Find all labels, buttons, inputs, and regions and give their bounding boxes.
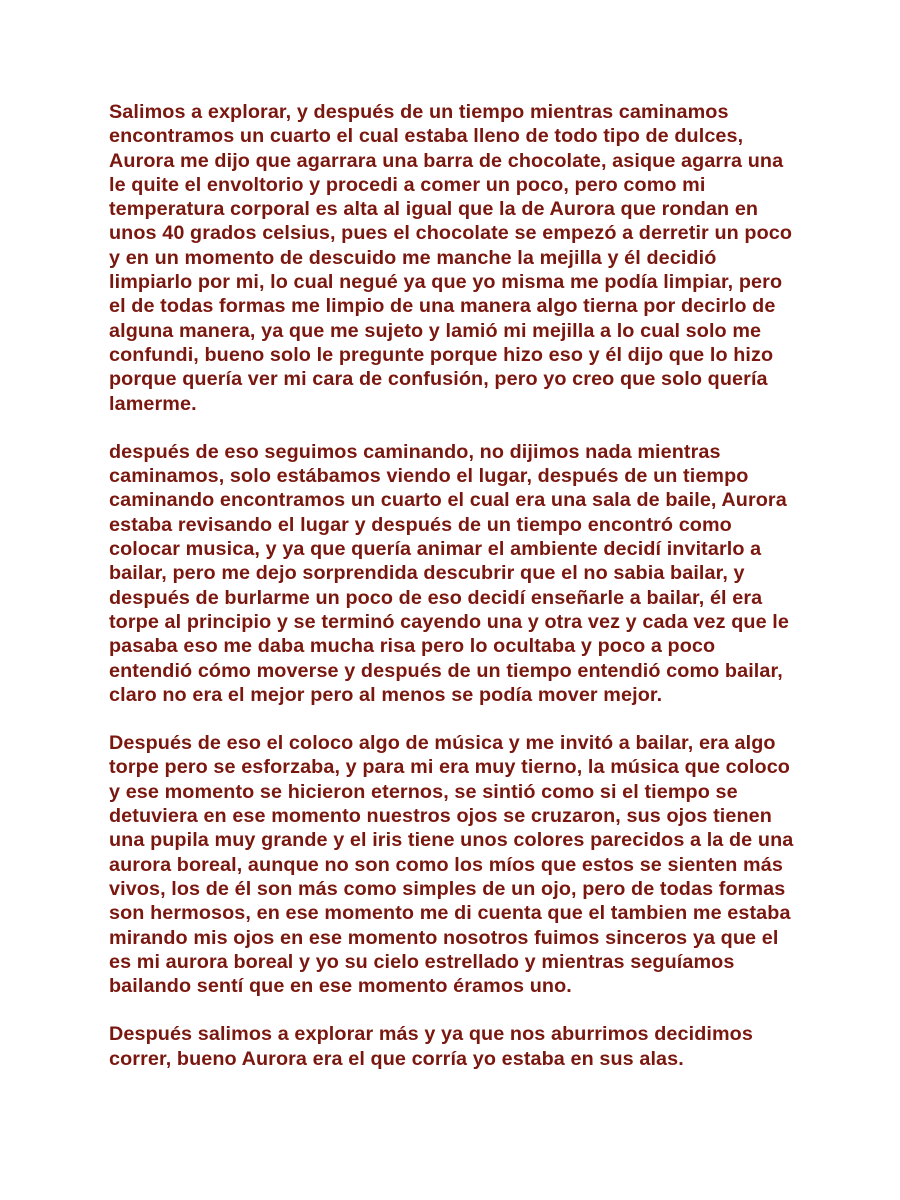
paragraph-2: después de eso seguimos caminando, no dijimos nada mientras caminamos, solo estábamos viendo el lugar, después de un tiempo caminando encontramos un cuarto el cual era una sala de baile, Aurora estaba revisando el lugar y después de un tiempo encontró como colocar musica, y ya que quería animar el ambiente decidí invitarlo a bailar, pero me dejo sorprendida descubrir que el no sabia bailar, y después de burlarme un poco de eso decidí enseñarle a bailar, él era torpe al principio y se terminó cayendo una y otra vez y cada vez que le pasaba eso me daba mucha risa pero lo ocultaba y poco a poco entendió cómo moverse y después de un tiempo entendió como bailar, claro no era el mejor pero al menos se podía mover mejor. [109,440,789,706]
paragraph-3: Después de eso el coloco algo de música y me invitó a bailar, era algo torpe pero se esforzaba, y para mi era muy tierno, la música que coloco y ese momento se hicieron eternos, se sintió como si el tiempo se detuviera en ese momento nuestros ojos se cruzaron, sus ojos tienen una pupila muy grande y el iris tiene unos colores parecidos a la de una aurora boreal, aunque no son como los míos que estos se sienten más vivos, los de él son más como simples de un ojo, pero de todas formas son hermosos, en ese momento me di cuenta que el tambien me estaba mirando mis ojos en ese momento nosotros fuimos sinceros ya que el es mi aurora boreal y yo su cielo estrellado y mientras seguíamos bailando sentí que en ese momento éramos uno. [109,732,794,998]
paragraph-4: Después salimos a explorar más y ya que nos aburrimos decidimos correr, bueno Aurora era el que corría yo estaba en sus alas. [109,1023,753,1070]
paragraph-1: Salimos a explorar, y después de un tiempo mientras caminamos encontramos un cuarto el cual estaba lleno de todo tipo de dulces, Aurora me dijo que agarrara una barra de chocolate, asique agarra una le quite el envoltorio y procedi a comer un poco, pero como mi temperatura corporal es alta al igual que la de Aurora que rondan en unos 40 grados celsius, pues el chocolate se empezó a derretir un poco y en un momento de descuido me manche la mejilla y él decidió limpiarlo por mi, lo cual negué ya que yo misma me podía limpiar, pero el de todas formas me limpio de una manera algo tierna por decirlo de alguna manera, ya que me sujeto y lamió mi mejilla a lo cual solo me confundi, bueno solo le pregunte porque hizo eso y él dijo que lo hizo porque quería ver mi cara de confusión, pero yo creo que solo quería lamerme. [109,101,793,415]
